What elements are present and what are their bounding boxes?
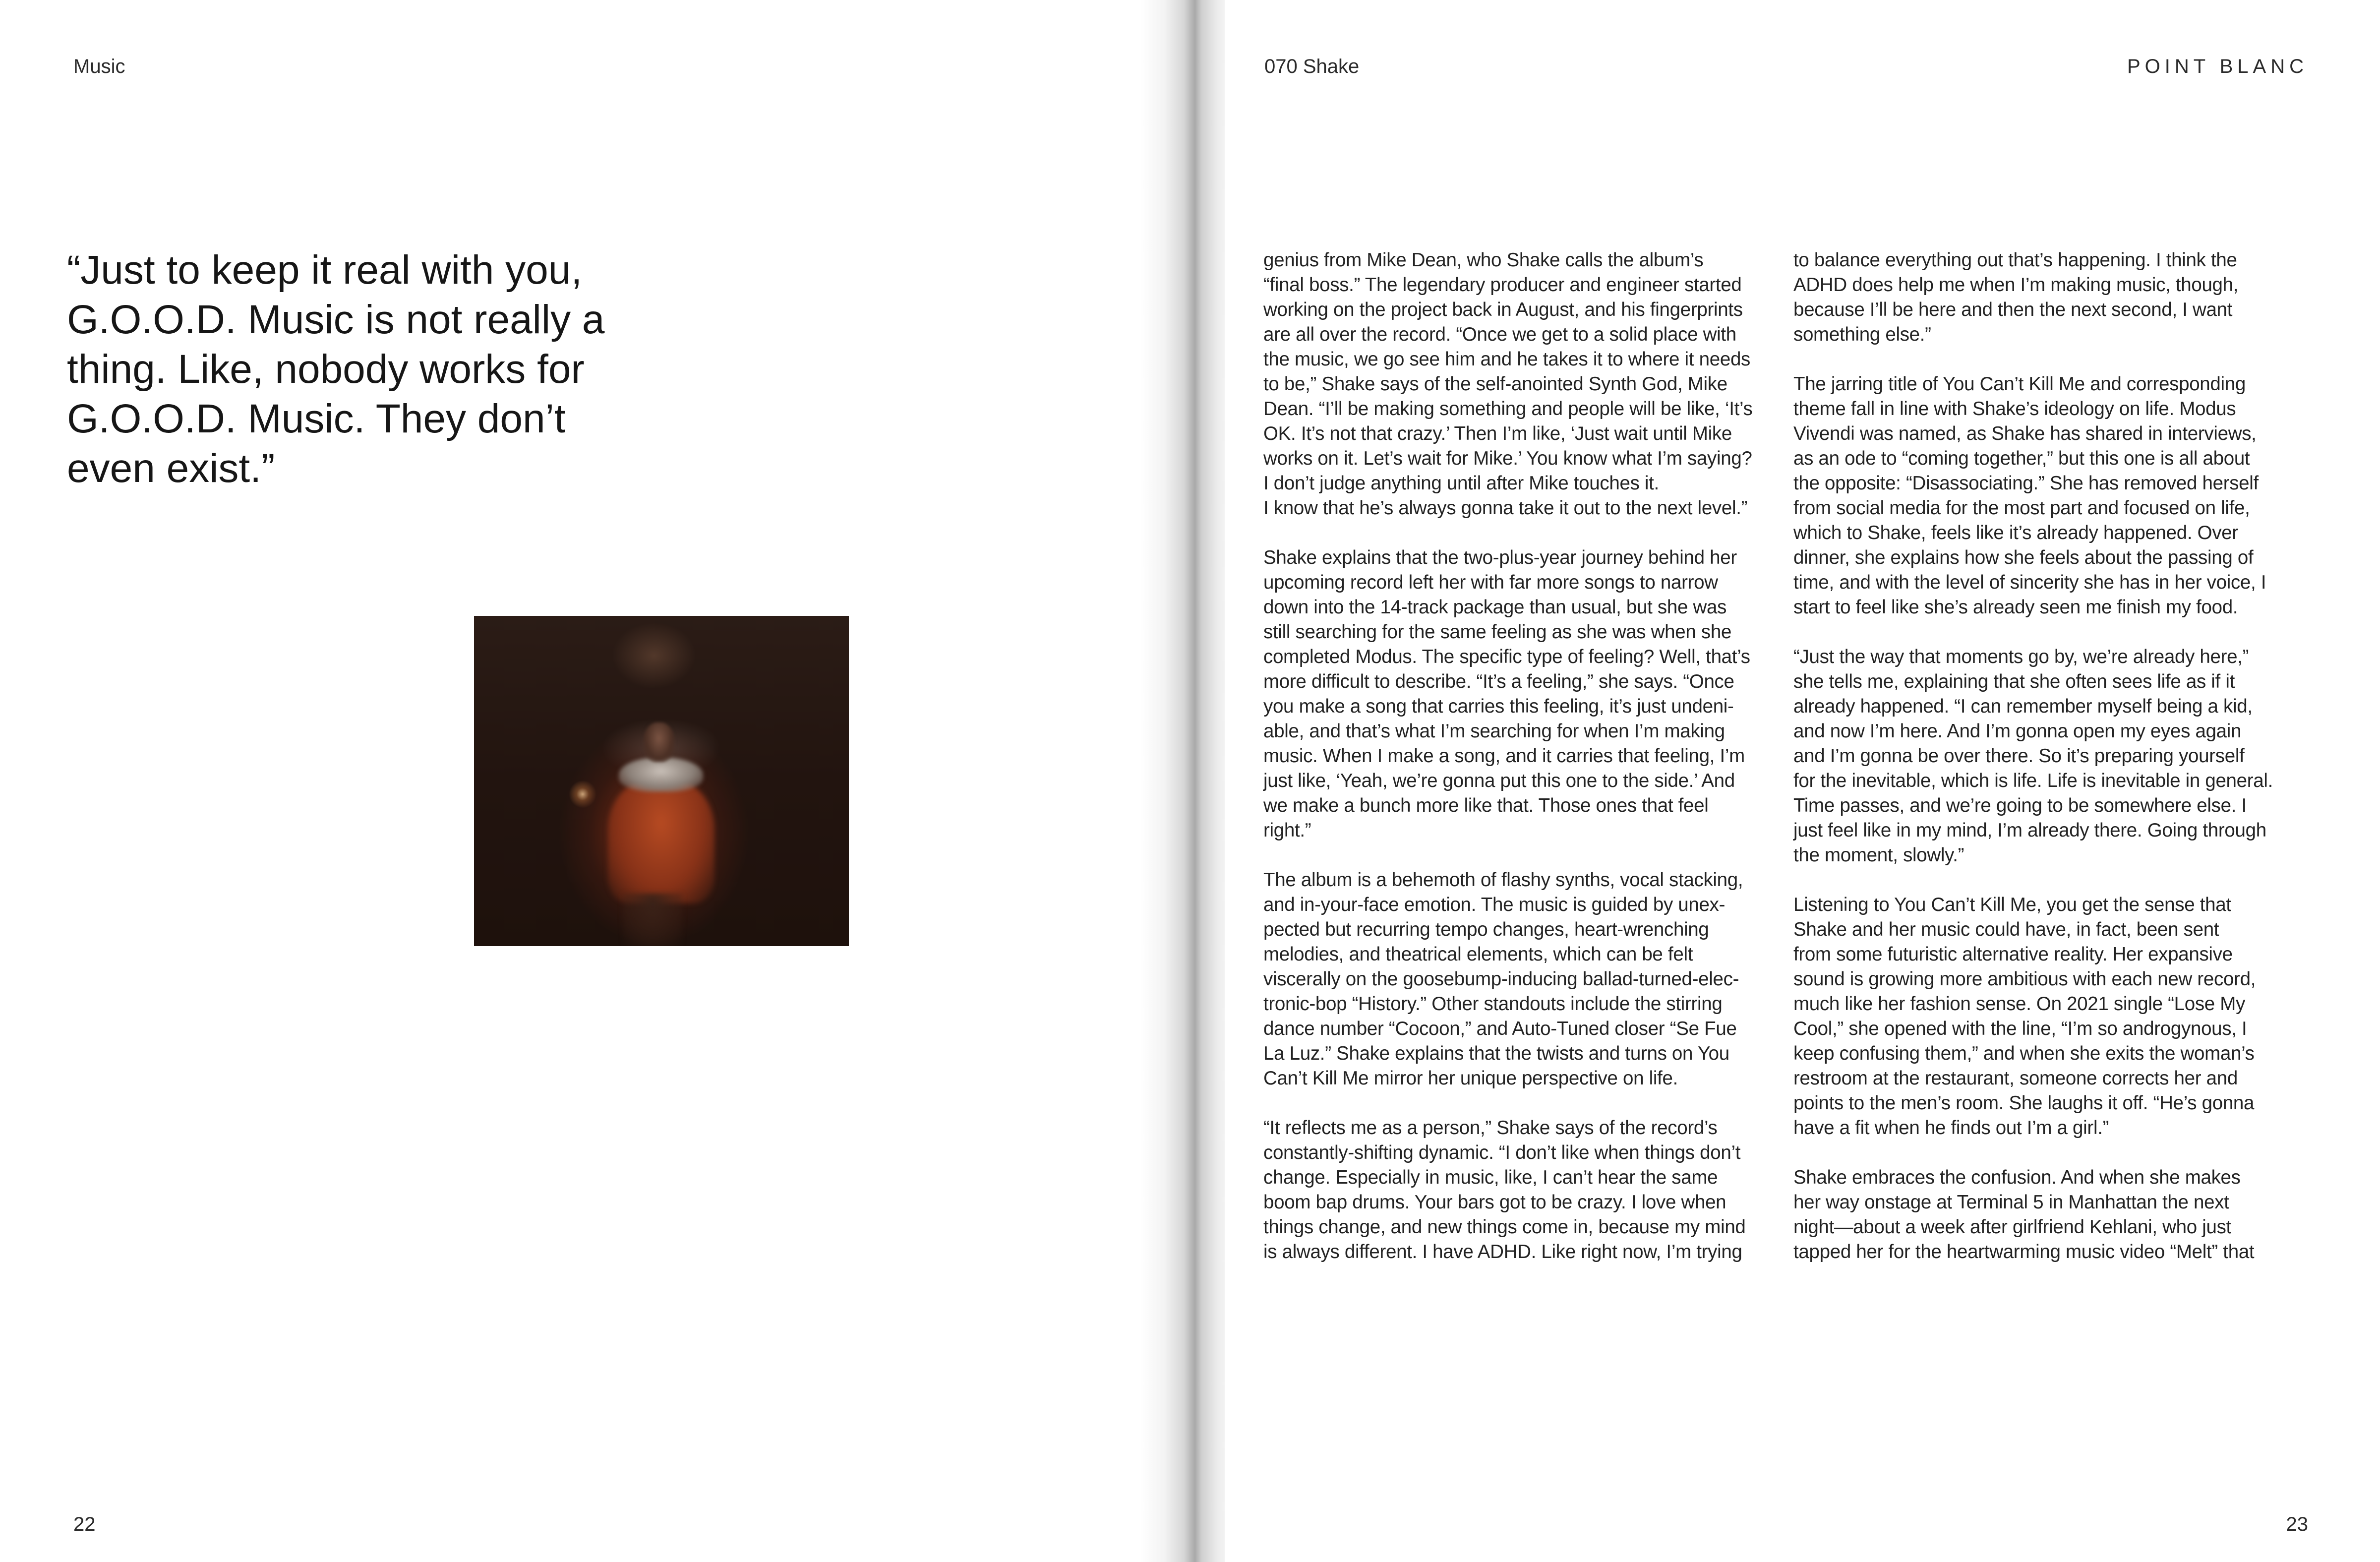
text-column-1 bbox=[1263, 248, 1777, 1264]
photo-figure-legs bbox=[623, 894, 682, 946]
brand-label: POINT BLANC bbox=[2127, 56, 2308, 77]
photo-figure-collar bbox=[619, 757, 703, 792]
paragraph: The album is a behemoth of flashy synths, vocal stacking, and in-your-face emotion. The music is guided by unex- pected but recurring tempo changes, heart-wrenching melodies, and theatrical elements, which can be felt viscerally on the goosebump-inducing ballad-turned-elec- tronic-bop “History.” Other standouts include the stirring dance number “Cocoon,” and Auto-Tuned closer “Se Fue La Luz.” Shake explains that the twists and turns on You Can’t Kill Me mirror her unique perspective on life. bbox=[1263, 869, 1743, 1089]
text-column-2 bbox=[1793, 248, 2307, 1264]
portrait-photo bbox=[474, 616, 849, 946]
paragraph: Listening to You Can’t Kill Me, you get the sense that Shake and her music could have, in fact, been sent from some futuristic alternative reality. Her expansive sound is growing more ambitious with each new record, much like her fashion sense. On 2021 single “Lose My Cool,” she opened with the line, “I’m so androgynous, I keep confusing them,” and when she exits the woman’s restroom at the restaurant, someone corrects her and points to the men’s room. She laughs it off. “He’s gonna have a fit when he finds out I’m a girl.” bbox=[1793, 894, 2256, 1139]
photo-figure-head bbox=[644, 722, 674, 762]
paragraph: “It reflects me as a person,” Shake says of the record’s constantly-shifting dynamic. “I don’t like when things don’t change. Especially in music, like, I can’t hear the same boom bap drums. Your bars got to be crazy. I love when things change, and new things come in, because my mind is always different. I have ADHD. Like right now, I’m trying bbox=[1263, 1117, 1746, 1262]
section-label: Music bbox=[73, 56, 125, 77]
page-number-left: 22 bbox=[73, 1513, 96, 1535]
left-page bbox=[0, 0, 1155, 1562]
paragraph: The jarring title of You Can’t Kill Me and corresponding theme fall in line with Shake’s ideology on life. Modus Vivendi was named, as Shake has shared in interviews, as an ode to “coming together,” but this one is all about the opposite: “Disassociating.” She has removed herself from social media for the most part and focused on life, which to Shake, feels like it’s already happened. Over dinner, she explains how she feels about the passing of time, and with the level of sincerity she has in her voice, I start to feel like she’s already seen me finish my food. bbox=[1793, 373, 2266, 618]
page-number-right: 23 bbox=[2286, 1513, 2308, 1535]
paragraph: Shake embraces the confusion. And when she makes her way onstage at Terminal 5 in Manhattan the next night—about a week after girlfriend Kehlani, who just tapped her for the heartwarming music video “Melt” that bbox=[1793, 1167, 2255, 1262]
paragraph: “Just the way that moments go by, we’re already here,” she tells me, explaining that she often sees life as if it already happened. “I can remember myself being a kid, and now I’m here. And I’m gonna open my eyes again and I’m gonna be over there. So it’s preparing yourself for the inevitable, which is life. Life is inevitable in general. Time passes, and we’re going to be somewhere else. I just feel like in my mind, I’m already there. Going through the moment, slowly.” bbox=[1793, 646, 2273, 866]
paragraph: Shake explains that the two-plus-year journey behind her upcoming record left her with far more songs to narrow down into the 14-track package than usual, but she was still searching for the same feeling as she was when she completed Modus. The specific type of feeling? Well, that’s more difficult to describe. “It’s a feeling,” she says. “Once you make a song that carries this feeling, it’s just undeni- able, and that’s what I’m searching for when I’m making music. When I make a song, and it carries that feeling, I’m just like, ‘Yeah, we’re gonna put this one to the side.’ And we make a bunch more like that. Those ones that feel right.” bbox=[1263, 547, 1750, 841]
paragraph: to balance everything out that’s happening. I think the ADHD does help me when I’m making music, though, because I’ll be here and then the next second, I want something else.” bbox=[1793, 249, 2239, 345]
photo-figure-body bbox=[608, 780, 714, 903]
article-label: 070 Shake bbox=[1264, 56, 1360, 77]
paragraph: genius from Mike Dean, who Shake calls the album’s “final boss.” The legendary producer and engineer started working on the project back in August, and his fingerprints are all over the record. “Once we get to a solid place with the music, we go see him and he takes it to where it needs to be,” Shake says of the self-anointed Synth God, Mike Dean. “I’ll be making something and people will be like, ‘It’s OK. It’s not that crazy.’ Then I’m like, ‘Just wait until Mike works on it. Let’s wait for Mike.’ You know what I’m saying? I don’t judge anything until after Mike touches it. I know that he’s always gonna take it out to the next level.” bbox=[1263, 249, 1753, 519]
pull-quote: “Just to keep it real with you, G.O.O.D. Music is not really a thing. Like, nobody works for G.O.O.D. Music. They don’t even exist.” bbox=[67, 247, 605, 491]
